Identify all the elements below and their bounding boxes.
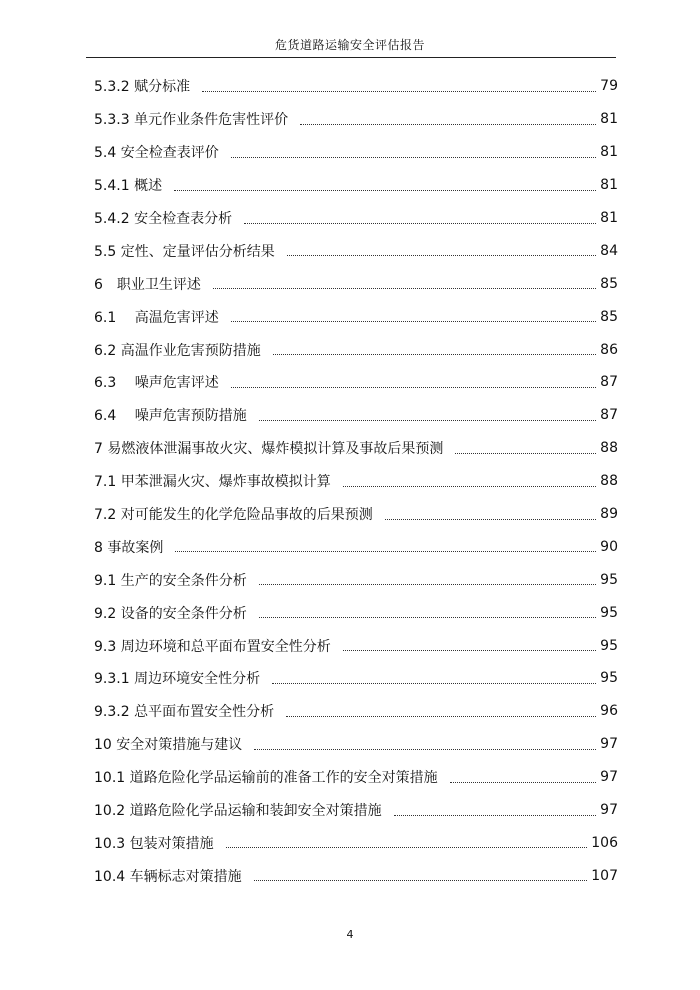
toc-entry[interactable]	[94, 70, 618, 103]
toc-dot-leader	[174, 184, 596, 191]
toc-dot-leader	[202, 85, 596, 92]
toc-entry-title: 6.3 噪声危害评述	[94, 375, 219, 392]
toc-entry[interactable]	[94, 563, 618, 596]
page-number: 4	[346, 928, 354, 941]
toc-entry[interactable]	[94, 366, 618, 399]
toc-entry[interactable]	[94, 826, 618, 859]
toc-entry-title: 10.4 车辆标志对策措施	[94, 868, 242, 885]
toc-entry-title: 6.4 噪声危害预防措施	[94, 408, 247, 425]
toc-entry-title: 9.1 生产的安全条件分析	[94, 572, 247, 589]
toc-dot-leader	[231, 151, 596, 158]
toc-dot-leader	[273, 348, 596, 355]
toc-dot-leader	[394, 809, 596, 816]
toc-entry-title: 5.5 定性、定量评估分析结果	[94, 243, 275, 260]
table-of-contents	[94, 70, 618, 892]
toc-dot-leader	[259, 578, 596, 585]
toc-dot-leader	[450, 776, 596, 783]
toc-entry[interactable]	[94, 859, 618, 892]
toc-entry[interactable]	[94, 136, 618, 169]
toc-entry[interactable]	[94, 662, 618, 695]
toc-entry-title: 9.2 设备的安全条件分析	[94, 605, 247, 622]
toc-entry-title: 10 安全对策措施与建议	[94, 737, 243, 754]
toc-dot-leader	[272, 677, 596, 684]
toc-entry-page: 81	[600, 177, 618, 194]
toc-entry-page: 106	[591, 834, 618, 851]
toc-dot-leader	[287, 249, 596, 256]
toc-entry[interactable]	[94, 596, 618, 629]
toc-dot-leader	[254, 743, 596, 750]
toc-entry[interactable]	[94, 728, 618, 761]
toc-entry[interactable]	[94, 629, 618, 662]
toc-entry-page: 87	[600, 407, 618, 424]
toc-entry-title: 9.3.2 总平面布置安全性分析	[94, 704, 275, 721]
toc-entry[interactable]	[94, 794, 618, 827]
toc-dot-leader	[455, 447, 596, 454]
toc-entry[interactable]	[94, 103, 618, 136]
toc-entry-page: 79	[600, 78, 618, 95]
toc-entry-page: 95	[600, 604, 618, 621]
toc-entry-page: 81	[600, 111, 618, 128]
toc-entry[interactable]	[94, 267, 618, 300]
toc-dot-leader	[286, 710, 596, 717]
toc-entry-title: 5.3.2 赋分标准	[94, 79, 191, 96]
toc-entry-title: 10.3 包装对策措施	[94, 835, 214, 852]
toc-dot-leader	[175, 545, 596, 552]
toc-entry[interactable]	[94, 202, 618, 235]
toc-dot-leader	[385, 513, 596, 520]
toc-entry[interactable]	[94, 333, 618, 366]
toc-entry-title: 7.2 对可能发生的化学危险品事故的后果预测	[94, 507, 373, 524]
toc-entry[interactable]	[94, 432, 618, 465]
toc-entry-page: 87	[600, 374, 618, 391]
toc-dot-leader	[254, 874, 588, 881]
toc-entry[interactable]	[94, 465, 618, 498]
toc-entry-page: 88	[600, 473, 618, 490]
toc-dot-leader	[259, 414, 596, 421]
toc-dot-leader	[343, 480, 596, 487]
toc-entry-page: 85	[600, 308, 618, 325]
toc-entry-title: 6.1 高温危害评述	[94, 309, 219, 326]
toc-entry-title: 5.4.1 概述	[94, 178, 163, 195]
toc-entry-title: 5.4.2 安全检查表分析	[94, 211, 233, 227]
toc-entry-title: 10.1 道路危险化学品运输前的准备工作的安全对策措施	[94, 770, 438, 787]
toc-entry-page: 88	[600, 440, 618, 457]
toc-entry-title: 7 易燃液体泄漏事故火灾、爆炸模拟计算及事故后果预测	[94, 441, 444, 458]
toc-entry-page: 95	[600, 670, 618, 687]
toc-entry[interactable]	[94, 530, 618, 563]
toc-entry[interactable]	[94, 234, 618, 267]
toc-entry-page: 89	[600, 506, 618, 523]
toc-dot-leader	[226, 841, 588, 848]
toc-dot-leader	[244, 217, 596, 224]
toc-dot-leader	[343, 644, 596, 651]
toc-entry-title: 5.4 安全检查表评价	[94, 145, 219, 162]
page-header-title: 危货道路运输安全评估报告	[274, 38, 425, 52]
toc-entry-page: 81	[600, 144, 618, 161]
toc-entry[interactable]	[94, 695, 618, 728]
toc-entry[interactable]	[94, 399, 618, 432]
toc-entry-title: 8 事故案例	[94, 539, 164, 556]
toc-entry-page: 107	[591, 867, 618, 884]
toc-entry-title: 7.1 甲苯泄漏火灾、爆炸事故模拟计算	[94, 474, 331, 491]
toc-entry[interactable]	[94, 761, 618, 794]
toc-entry-page: 97	[600, 802, 618, 819]
toc-dot-leader	[259, 611, 596, 618]
toc-entry-title: 10.2 道路危险化学品运输和装卸安全对策措施	[94, 803, 382, 820]
toc-entry-title: 5.3.3 单元作业条件危害性评价	[94, 112, 289, 129]
toc-dot-leader	[213, 282, 596, 289]
toc-entry-title: 9.3.1 周边环境安全性分析	[94, 671, 261, 688]
header-divider	[86, 57, 616, 58]
toc-entry[interactable]	[94, 169, 618, 202]
toc-dot-leader	[231, 381, 596, 388]
toc-entry-page: 81	[600, 210, 618, 226]
toc-entry[interactable]	[94, 498, 618, 531]
toc-entry-title: 6.2 高温作业危害预防措施	[94, 342, 261, 359]
toc-entry-page: 84	[600, 242, 618, 259]
toc-entry-title: 9.3 周边环境和总平面布置安全性分析	[94, 638, 331, 655]
toc-entry-page: 97	[600, 736, 618, 753]
toc-dot-leader	[231, 315, 596, 322]
toc-entry[interactable]	[94, 300, 618, 333]
toc-entry-page: 97	[600, 769, 618, 786]
toc-entry-page: 85	[600, 275, 618, 292]
toc-entry-page: 95	[600, 571, 618, 588]
toc-entry-title: 6 职业卫生评述	[94, 276, 201, 293]
toc-entry-page: 96	[600, 703, 618, 720]
toc-dot-leader	[300, 118, 596, 125]
toc-entry-page: 90	[600, 538, 618, 555]
toc-entry-page: 86	[600, 341, 618, 358]
toc-entry-page: 95	[600, 637, 618, 654]
